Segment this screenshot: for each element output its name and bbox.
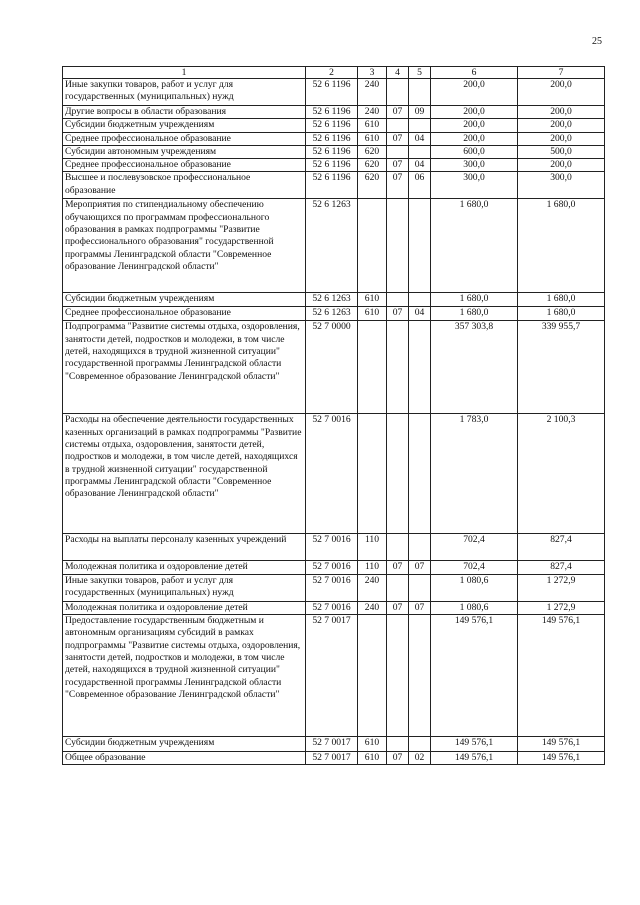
row-subsection-cell xyxy=(409,119,431,132)
row-expense-type-cell: 110 xyxy=(358,561,387,574)
row-amount-2-cell: 200,0 xyxy=(518,159,605,172)
row-subsection-cell: 04 xyxy=(409,132,431,145)
row-amount-2-cell: 827,4 xyxy=(518,534,605,561)
row-name-cell: Подпрограмма "Развитие системы отдыха, оздоровления, занятости детей, подростков и молодежи, в том числе детей, находящихся в трудной жизненной ситуации" государственной программы Ленинградской области "Современное образование Ленинградской области" xyxy=(63,321,306,414)
row-name-cell: Субсидии бюджетным учреждениям xyxy=(63,737,306,752)
row-amount-2-cell: 1 272,9 xyxy=(518,601,605,614)
row-expense-type-cell xyxy=(358,321,387,414)
row-name-cell: Молодежная политика и оздоровление детей xyxy=(63,601,306,614)
row-section-cell xyxy=(387,534,409,561)
row-subsection-cell: 06 xyxy=(409,172,431,199)
row-expense-type-cell: 610 xyxy=(358,293,387,307)
row-expense-type-cell: 610 xyxy=(358,132,387,145)
table-row xyxy=(63,601,605,614)
table-row xyxy=(63,307,605,321)
table-row xyxy=(63,737,605,752)
header-row xyxy=(63,67,605,79)
row-amount-1-cell: 149 576,1 xyxy=(431,737,518,752)
table-row xyxy=(63,199,605,293)
row-section-cell: 07 xyxy=(387,132,409,145)
row-subsection-cell xyxy=(409,737,431,752)
row-code-cell: 52 6 1263 xyxy=(306,293,358,307)
row-code-cell: 52 6 1196 xyxy=(306,132,358,145)
row-amount-2-cell: 500,0 xyxy=(518,145,605,158)
row-amount-1-cell: 1 680,0 xyxy=(431,199,518,293)
row-expense-type-cell: 240 xyxy=(358,79,387,106)
row-subsection-cell xyxy=(409,79,431,106)
row-amount-2-cell: 339 955,7 xyxy=(518,321,605,414)
row-expense-type-cell xyxy=(358,414,387,534)
row-subsection-cell xyxy=(409,321,431,414)
row-code-cell: 52 7 0016 xyxy=(306,601,358,614)
row-section-cell xyxy=(387,293,409,307)
row-expense-type-cell xyxy=(358,615,387,737)
row-section-cell xyxy=(387,574,409,601)
row-name-cell: Мероприятия по стипендиальному обеспечению обучающихся по программам профессионального образования в рамках подпрограммы "Развитие профессионального образования" государственной программы Ленинградской области "Современное образование Ленинградской области" xyxy=(63,199,306,293)
table-row xyxy=(63,321,605,414)
row-expense-type-cell: 620 xyxy=(358,172,387,199)
row-subsection-cell: 09 xyxy=(409,106,431,119)
row-expense-type-cell: 610 xyxy=(358,307,387,321)
row-amount-2-cell: 300,0 xyxy=(518,172,605,199)
row-code-cell: 52 7 0016 xyxy=(306,561,358,574)
row-name-cell: Среднее профессиональное образование xyxy=(63,307,306,321)
row-amount-2-cell: 200,0 xyxy=(518,79,605,106)
table-row xyxy=(63,615,605,737)
row-code-cell: 52 7 0000 xyxy=(306,321,358,414)
row-code-cell: 52 6 1196 xyxy=(306,79,358,106)
row-amount-1-cell: 1 680,0 xyxy=(431,307,518,321)
row-amount-1-cell: 1 080,6 xyxy=(431,574,518,601)
row-amount-1-cell: 702,4 xyxy=(431,534,518,561)
row-subsection-cell: 07 xyxy=(409,601,431,614)
row-amount-1-cell: 1 783,0 xyxy=(431,414,518,534)
row-name-cell: Молодежная политика и оздоровление детей xyxy=(63,561,306,574)
row-expense-type-cell: 240 xyxy=(358,574,387,601)
row-expense-type-cell: 110 xyxy=(358,534,387,561)
row-code-cell: 52 6 1196 xyxy=(306,145,358,158)
row-amount-1-cell: 200,0 xyxy=(431,119,518,132)
table-row xyxy=(63,752,605,765)
row-section-cell: 07 xyxy=(387,752,409,765)
row-section-cell: 07 xyxy=(387,106,409,119)
row-amount-2-cell: 1 680,0 xyxy=(518,307,605,321)
row-code-cell: 52 7 0017 xyxy=(306,737,358,752)
row-section-cell: 07 xyxy=(387,172,409,199)
row-subsection-cell xyxy=(409,534,431,561)
row-name-cell: Предоставление государственным бюджетным и автономным организациям субсидий в рамках подпрограммы "Развитие системы отдыха, оздоровления, занятости детей, подростков и молодежи, в том числе детей, находящихся в трудной жизненной ситуации" государственной программы Ленинградской области "Современное образование Ленинградской области" xyxy=(63,615,306,737)
row-subsection-cell xyxy=(409,574,431,601)
row-code-cell: 52 6 1196 xyxy=(306,159,358,172)
row-subsection-cell xyxy=(409,414,431,534)
table-row xyxy=(63,79,605,106)
table-row xyxy=(63,574,605,601)
row-name-cell: Расходы на выплаты персоналу казенных учреждений xyxy=(63,534,306,561)
row-section-cell xyxy=(387,145,409,158)
table-row xyxy=(63,561,605,574)
row-amount-2-cell: 1 680,0 xyxy=(518,293,605,307)
row-section-cell xyxy=(387,414,409,534)
table-row xyxy=(63,534,605,561)
table-row xyxy=(63,293,605,307)
row-amount-1-cell: 702,4 xyxy=(431,561,518,574)
row-section-cell xyxy=(387,79,409,106)
row-section-cell xyxy=(387,119,409,132)
table-row xyxy=(63,145,605,158)
row-subsection-cell xyxy=(409,199,431,293)
row-subsection-cell xyxy=(409,145,431,158)
row-amount-2-cell: 149 576,1 xyxy=(518,615,605,737)
budget-table xyxy=(62,66,605,765)
row-expense-type-cell: 240 xyxy=(358,106,387,119)
row-amount-2-cell: 200,0 xyxy=(518,106,605,119)
row-section-cell: 07 xyxy=(387,307,409,321)
row-section-cell: 07 xyxy=(387,561,409,574)
row-amount-2-cell: 827,4 xyxy=(518,561,605,574)
row-subsection-cell: 04 xyxy=(409,307,431,321)
row-section-cell: 07 xyxy=(387,159,409,172)
column-header: 3 xyxy=(358,67,387,79)
row-code-cell: 52 7 0017 xyxy=(306,752,358,765)
table-row xyxy=(63,159,605,172)
row-amount-2-cell: 149 576,1 xyxy=(518,752,605,765)
row-subsection-cell: 07 xyxy=(409,561,431,574)
row-amount-1-cell: 149 576,1 xyxy=(431,752,518,765)
row-amount-1-cell: 149 576,1 xyxy=(431,615,518,737)
row-name-cell: Другие вопросы в области образования xyxy=(63,106,306,119)
row-name-cell: Субсидии бюджетным учреждениям xyxy=(63,293,306,307)
table-row xyxy=(63,414,605,534)
row-name-cell: Субсидии автономным учреждениям xyxy=(63,145,306,158)
row-expense-type-cell: 240 xyxy=(358,601,387,614)
row-expense-type-cell: 610 xyxy=(358,119,387,132)
row-name-cell: Общее образование xyxy=(63,752,306,765)
row-code-cell: 52 6 1196 xyxy=(306,172,358,199)
row-amount-1-cell: 1 680,0 xyxy=(431,293,518,307)
row-expense-type-cell: 610 xyxy=(358,737,387,752)
row-expense-type-cell xyxy=(358,199,387,293)
row-name-cell: Расходы на обеспечение деятельности государственных казенных организаций в рамках подпрограммы "Развитие системы отдыха, оздоровления, занятости детей, подростков и молодежи, в том числе детей, находящихся в трудной жизненной ситуации" государственной программы Ленинградской области "Современное образование Ленинградской области" xyxy=(63,414,306,534)
row-expense-type-cell: 610 xyxy=(358,752,387,765)
row-code-cell: 52 7 0016 xyxy=(306,574,358,601)
row-expense-type-cell: 620 xyxy=(358,145,387,158)
table-row xyxy=(63,172,605,199)
row-expense-type-cell: 620 xyxy=(358,159,387,172)
row-subsection-cell: 02 xyxy=(409,752,431,765)
row-amount-1-cell: 1 080,6 xyxy=(431,601,518,614)
row-subsection-cell: 04 xyxy=(409,159,431,172)
row-amount-2-cell: 200,0 xyxy=(518,119,605,132)
row-section-cell xyxy=(387,321,409,414)
column-header: 5 xyxy=(409,67,431,79)
page-number: 25 xyxy=(592,36,602,47)
row-subsection-cell xyxy=(409,293,431,307)
row-subsection-cell xyxy=(409,615,431,737)
table-row xyxy=(63,106,605,119)
column-header: 1 xyxy=(63,67,306,79)
row-amount-1-cell: 357 303,8 xyxy=(431,321,518,414)
row-code-cell: 52 6 1196 xyxy=(306,106,358,119)
column-header: 4 xyxy=(387,67,409,79)
row-section-cell xyxy=(387,199,409,293)
row-amount-2-cell: 1 272,9 xyxy=(518,574,605,601)
row-section-cell: 07 xyxy=(387,601,409,614)
row-code-cell: 52 7 0016 xyxy=(306,534,358,561)
row-name-cell: Среднее профессиональное образование xyxy=(63,159,306,172)
table-row xyxy=(63,132,605,145)
row-code-cell: 52 6 1196 xyxy=(306,119,358,132)
column-header: 2 xyxy=(306,67,358,79)
row-amount-1-cell: 600,0 xyxy=(431,145,518,158)
row-name-cell: Иные закупки товаров, работ и услуг для государственных (муниципальных) нужд xyxy=(63,574,306,601)
row-code-cell: 52 6 1263 xyxy=(306,307,358,321)
row-code-cell: 52 6 1263 xyxy=(306,199,358,293)
row-name-cell: Высшее и послевузовское профессиональное образование xyxy=(63,172,306,199)
row-amount-2-cell: 2 100,3 xyxy=(518,414,605,534)
row-amount-2-cell: 200,0 xyxy=(518,132,605,145)
row-section-cell xyxy=(387,737,409,752)
row-amount-1-cell: 200,0 xyxy=(431,106,518,119)
column-header: 7 xyxy=(518,67,605,79)
row-name-cell: Иные закупки товаров, работ и услуг для государственных (муниципальных) нужд xyxy=(63,79,306,106)
table-row xyxy=(63,119,605,132)
row-amount-1-cell: 200,0 xyxy=(431,79,518,106)
row-amount-1-cell: 200,0 xyxy=(431,132,518,145)
row-name-cell: Среднее профессиональное образование xyxy=(63,132,306,145)
row-section-cell xyxy=(387,615,409,737)
row-amount-1-cell: 300,0 xyxy=(431,159,518,172)
column-header: 6 xyxy=(431,67,518,79)
row-name-cell: Субсидии бюджетным учреждениям xyxy=(63,119,306,132)
row-amount-1-cell: 300,0 xyxy=(431,172,518,199)
row-amount-2-cell: 1 680,0 xyxy=(518,199,605,293)
row-amount-2-cell: 149 576,1 xyxy=(518,737,605,752)
row-code-cell: 52 7 0016 xyxy=(306,414,358,534)
row-code-cell: 52 7 0017 xyxy=(306,615,358,737)
